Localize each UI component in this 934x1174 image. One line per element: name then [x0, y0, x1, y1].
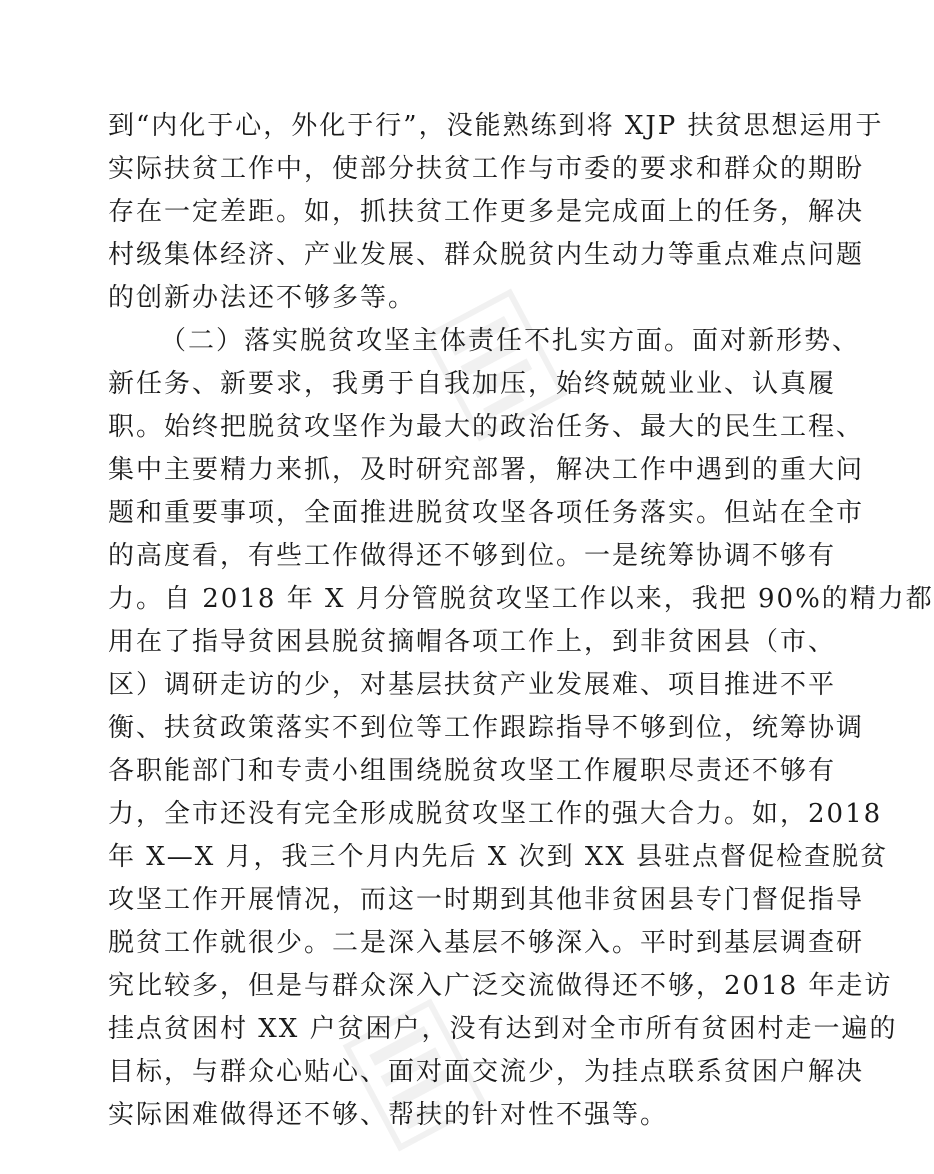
text-line: 题和重要事项，全面推进脱贫攻坚各项任务落实。但站在全市: [108, 498, 865, 528]
text-line: 到“内化于心，外化于行”，没能熟练到将 XJP 扶贫思想运用于: [108, 111, 884, 141]
text-line: 集中主要精力来抓，及时研究部署，解决工作中遇到的重大问: [108, 455, 865, 485]
text-line: 衡、扶贫政策落实不到位等工作跟踪指导不够到位，统筹协调: [108, 713, 865, 743]
text-line: 存在一定差距。如，抓扶贫工作更多是完成面上的任务，解决: [108, 197, 865, 227]
text-line: 村级集体经济、产业发展、群众脱贫内生动力等重点难点问题: [108, 240, 865, 270]
text-line: 力，全市还没有完全形成脱贫攻坚工作的强大合力。如，2018: [108, 799, 883, 829]
text-line: 年 X—X 月，我三个月内先后 X 次到 XX 县驻点督促检查脱贫: [108, 842, 889, 872]
text-line: 新任务、新要求，我勇于自我加压，始终兢兢业业、认真履: [108, 369, 837, 399]
text-line: 实际困难做得还不够、帮扶的针对性不强等。: [108, 1100, 669, 1130]
text-line: 究比较多，但是与群众深入广泛交流做得还不够，2018 年走访: [108, 971, 893, 1001]
text-line: 职。始终把脱贫攻坚作为最大的政治任务、最大的民生工程、: [108, 412, 865, 442]
text-line: 挂点贫困村 XX 户贫困户，没有达到对全市所有贫困村走一遍的: [108, 1014, 898, 1044]
text-line: 区）调研走访的少，对基层扶贫产业发展难、项目推进不平: [108, 670, 837, 700]
text-line: 攻坚工作开展情况，而这一时期到其他非贫困县专门督促指导: [108, 885, 865, 915]
text-line: 目标，与群众心贴心、面对面交流少，为挂点联系贫困户解决: [108, 1057, 865, 1087]
text-line: 各职能部门和专责小组围绕脱贫攻坚工作履职尽责还不够有: [108, 756, 837, 786]
text-line: 的高度看，有些工作做得还不够到位。一是统筹协调不够有: [108, 541, 837, 571]
text-line: 实际扶贫工作中，使部分扶贫工作与市委的要求和群众的期盼: [108, 154, 865, 184]
text-line: 的创新办法还不够多等。: [108, 283, 417, 313]
text-line: 用在了指导贫困县脱贫摘帽各项工作上，到非贫困县（市、: [108, 627, 837, 657]
section-heading-line: （二）落实脱贫攻坚主体责任不扎实方面。面对新形势、: [160, 326, 861, 356]
text-line: 脱贫工作就很少。二是深入基层不够深入。平时到基层调查研: [108, 928, 865, 958]
text-line: 力。自 2018 年 X 月分管脱贫攻坚工作以来，我把 90%的精力都: [108, 584, 934, 614]
